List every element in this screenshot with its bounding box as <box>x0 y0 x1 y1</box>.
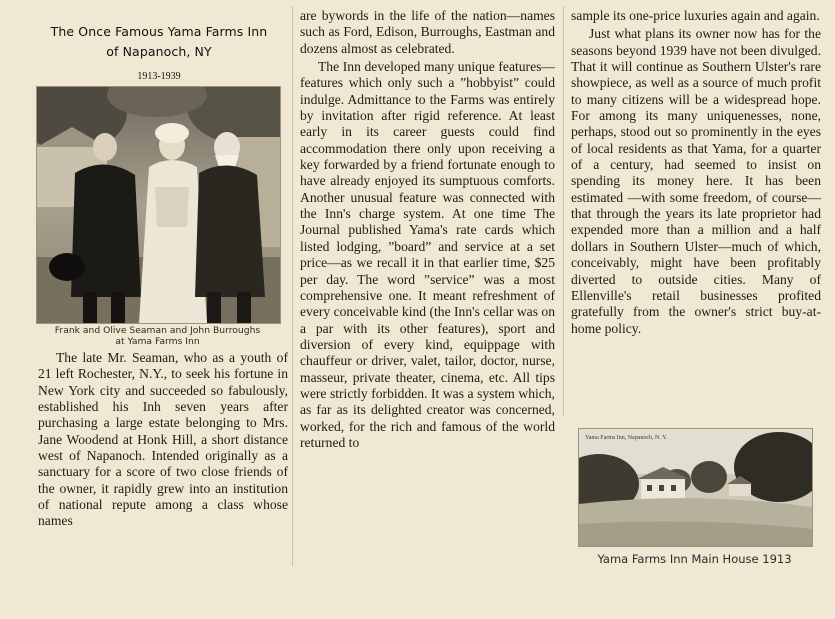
column-divider <box>292 6 293 566</box>
top-photo-caption <box>36 325 279 347</box>
article-column-1 <box>38 350 288 530</box>
article-column-2 <box>300 8 555 451</box>
caption-line-1: Frank and Olive Seaman and John Burroughs <box>54 325 261 336</box>
bottom-photo-caption: Yama Farms Inn Main House 1913 <box>597 552 792 566</box>
photo-card-text: Yama Farms Inn, Napanoch, N. Y. <box>585 435 668 441</box>
years-label: 1913-1939 <box>137 71 181 82</box>
caption-line-2: at Yama Farms Inn <box>115 336 200 347</box>
seaman-burroughs-illustration <box>37 87 280 323</box>
title-line-2: of Napanoch, NY <box>106 44 212 59</box>
col3-paragraph-2: Just what plans its owner now has for the seasons beyond 1939 have not been divulged. That it will continue as Southern Ulster's rare showpiece, as well as a source of much profit to many citizens will be a widespread hope. For among its many uniquenesses, none, perhaps, stood out so prominently in the eyes of local residents as that Yama, for a quarter of a century, had seemed to insist on spending its money here. It has been estimated —with some freedom, of course— that through the years its late proprietor had expended more than a million and a half dollars in Southern Ulster—much of which, conceivably, might have been profitably diverted to outside cities. Many of Ellenville's retail businesses profited gratefully from the owner's strict buy-at-home policy. <box>571 26 821 336</box>
main-house-photo <box>578 428 813 547</box>
col1-paragraph-1: The late Mr. Seaman, who as a youth of 21 left Rochester, N.Y., to seek his fortune in New York city and succeeded so fabulously, established his Inh seven years after purchasing a large estate belonging to Mrs. Jane Woodend at Honk Hill, a short distance west of Napanoch. Intended originally as a sanctuary for a score of two close friends of the owner, it rapidly grew into an institution of national repute among a class whose names <box>38 350 288 529</box>
col3-paragraph-1: sample its one-price luxuries again and again. <box>571 8 820 23</box>
article-column-3 <box>571 8 821 337</box>
title-line-1: The Once Famous Yama Farms Inn <box>50 24 268 39</box>
col2-paragraph-2: The Inn developed many unique features—features which only such a ”hobbyist” could indulge. Admittance to the Farms was entirely by invitation after rigid reference. At least early in its career guests could find accommodation there only upon receiving a key forwarded by a friend fortunate enough to have already enjoyed its sumptuous comforts. Another unusual feature was connected with the Inn's charge system. At one time The Journal published Yama's rate cards which listed lodging, ”board” and service at a set price—as we recall it in that earlier time, $25 per day. The word ”service” was a most comprehensive one. It meant refreshment of every conceivable kind (the Inn's cellar was on a par with its other features), sport and diversion of every kind, equippage with chauffeur or driver, valet, tailor, doctor, nurse, masseur, private theater, cinema, etc. All tips were strictly forbidden. It was a system which, as far as its delighted creator was concerned, worked, for the rich and famous of the world returned to <box>300 59 555 450</box>
col2-paragraph-1: are bywords in the life of the nation—names such as Ford, Edison, Burroughs, Eastman and dozens almost as celebrated. <box>300 8 555 56</box>
page-header <box>34 22 284 82</box>
column-divider <box>563 6 564 416</box>
main-house-illustration <box>579 429 812 546</box>
seaman-burroughs-photo <box>36 86 281 324</box>
